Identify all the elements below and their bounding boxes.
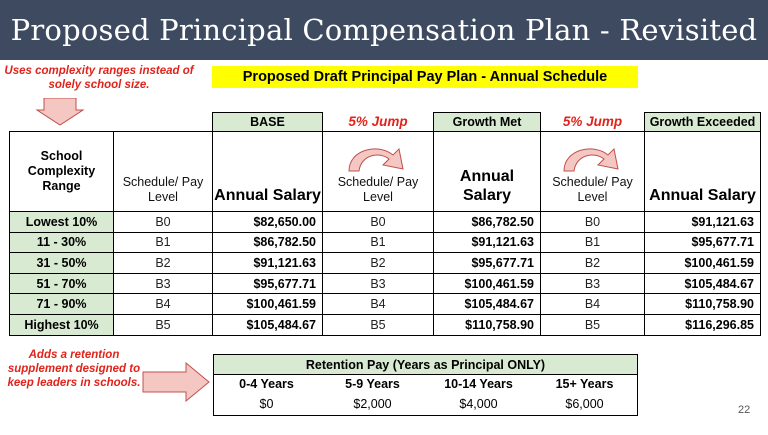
growth-exceeded-header: Growth Exceeded: [645, 113, 761, 132]
jump-label-1: 5% Jump: [323, 113, 434, 132]
schedule-jump-cell-1: [323, 132, 434, 212]
retention-years: 0-4 Years: [239, 377, 294, 392]
range-cell: Lowest 10%: [10, 212, 114, 233]
met-salary-cell: $110,758.90: [434, 314, 541, 335]
range-cell: 31 - 50%: [10, 253, 114, 274]
exceeded-level-cell: B4: [541, 294, 645, 315]
base-level-cell: B4: [114, 294, 213, 315]
met-level-cell: B0: [323, 212, 434, 233]
base-level-cell: B0: [114, 212, 213, 233]
range-cell: Highest 10%: [10, 314, 114, 335]
exceeded-salary-cell: $110,758.90: [645, 294, 761, 315]
met-level-cell: B5: [323, 314, 434, 335]
exceeded-level-cell: B0: [541, 212, 645, 233]
exceeded-level-cell: B2: [541, 253, 645, 274]
met-salary-cell: $86,782.50: [434, 212, 541, 233]
schedule-header-cell: [114, 132, 213, 212]
schedule-header: Schedule/ Pay Level: [122, 175, 204, 204]
retention-amount: $4,000: [459, 396, 498, 411]
slide-title: Proposed Principal Compensation Plan - Revisited: [0, 0, 768, 60]
retention-years: 5-9 Years: [345, 377, 400, 392]
right-arrow-icon: [142, 362, 210, 402]
curved-arrow-icon: [343, 141, 413, 173]
table-row: [10, 294, 761, 315]
page-number: 22: [738, 404, 751, 416]
range-header: School Complexity Range: [10, 132, 114, 212]
table-row: [10, 212, 761, 233]
complexity-note: Uses complexity ranges instead of solely school size.: [4, 65, 194, 92]
met-level-cell: B3: [323, 273, 434, 294]
salary-header-cell: [213, 132, 323, 212]
retention-years: 15+ Years: [555, 377, 614, 392]
table-row: [10, 314, 761, 335]
table-row: [10, 232, 761, 253]
met-salary-cell: $105,484.67: [434, 294, 541, 315]
base-level-cell: B5: [114, 314, 213, 335]
table-row: [10, 253, 761, 274]
range-cell: 71 - 90%: [10, 294, 114, 315]
exceeded-level-cell: B5: [541, 314, 645, 335]
exceeded-level-cell: B1: [541, 232, 645, 253]
table-row: [10, 273, 761, 294]
base-salary-header: Annual Salary: [214, 186, 321, 204]
base-salary-cell: $95,677.71: [213, 273, 323, 294]
pay-plan-subtitle: Proposed Draft Principal Pay Plan - Annual Schedule: [212, 66, 638, 88]
schedule-header-2: Schedule/ Pay Level: [337, 175, 419, 204]
base-level-cell: B2: [114, 253, 213, 274]
jump-label-2: 5% Jump: [541, 113, 645, 132]
base-salary-cell: $86,782.50: [213, 232, 323, 253]
retention-amount: $6,000: [565, 396, 604, 411]
met-level-cell: B2: [323, 253, 434, 274]
exceeded-salary-cell: $105,484.67: [645, 273, 761, 294]
base-salary-cell: $105,484.67: [213, 314, 323, 335]
met-salary-header: Annual Salary: [459, 167, 515, 204]
schedule-header-3: Schedule/ Pay Level: [552, 175, 633, 204]
met-salary-cell: $91,121.63: [434, 232, 541, 253]
met-salary-cell: $100,461.59: [434, 273, 541, 294]
exceeded-salary-header-cell: [645, 132, 761, 212]
retention-amount: $2,000: [353, 396, 392, 411]
retention-years: 10-14 Years: [444, 377, 513, 392]
schedule-jump-cell-2: [541, 132, 645, 212]
base-level-cell: B3: [114, 273, 213, 294]
base-level-cell: B1: [114, 232, 213, 253]
exceeded-level-cell: B3: [541, 273, 645, 294]
exceeded-salary-cell: $116,296.85: [645, 314, 761, 335]
met-level-cell: B1: [323, 232, 434, 253]
retention-note: Adds a retention supplement designed to keep leaders in schools.: [7, 349, 141, 390]
retention-amount: $0: [259, 396, 274, 411]
exceeded-salary-header: Annual Salary: [649, 186, 756, 204]
met-salary-header-cell: [434, 132, 541, 212]
met-salary-cell: $95,677.71: [434, 253, 541, 274]
curved-arrow-icon: [558, 141, 628, 173]
pay-schedule-table: [9, 112, 761, 336]
exceeded-salary-cell: $95,677.71: [645, 232, 761, 253]
base-salary-cell: $100,461.59: [213, 294, 323, 315]
met-level-cell: B4: [323, 294, 434, 315]
base-header: BASE: [213, 113, 323, 132]
growth-met-header: Growth Met: [434, 113, 541, 132]
exceeded-salary-cell: $100,461.59: [645, 253, 761, 274]
range-cell: 11 - 30%: [10, 232, 114, 253]
base-salary-cell: $82,650.00: [213, 212, 323, 233]
retention-table: [213, 354, 638, 414]
base-salary-cell: $91,121.63: [213, 253, 323, 274]
range-cell: 51 - 70%: [10, 273, 114, 294]
retention-title: Retention Pay (Years as Principal ONLY): [214, 355, 638, 375]
exceeded-salary-cell: $91,121.63: [645, 212, 761, 233]
